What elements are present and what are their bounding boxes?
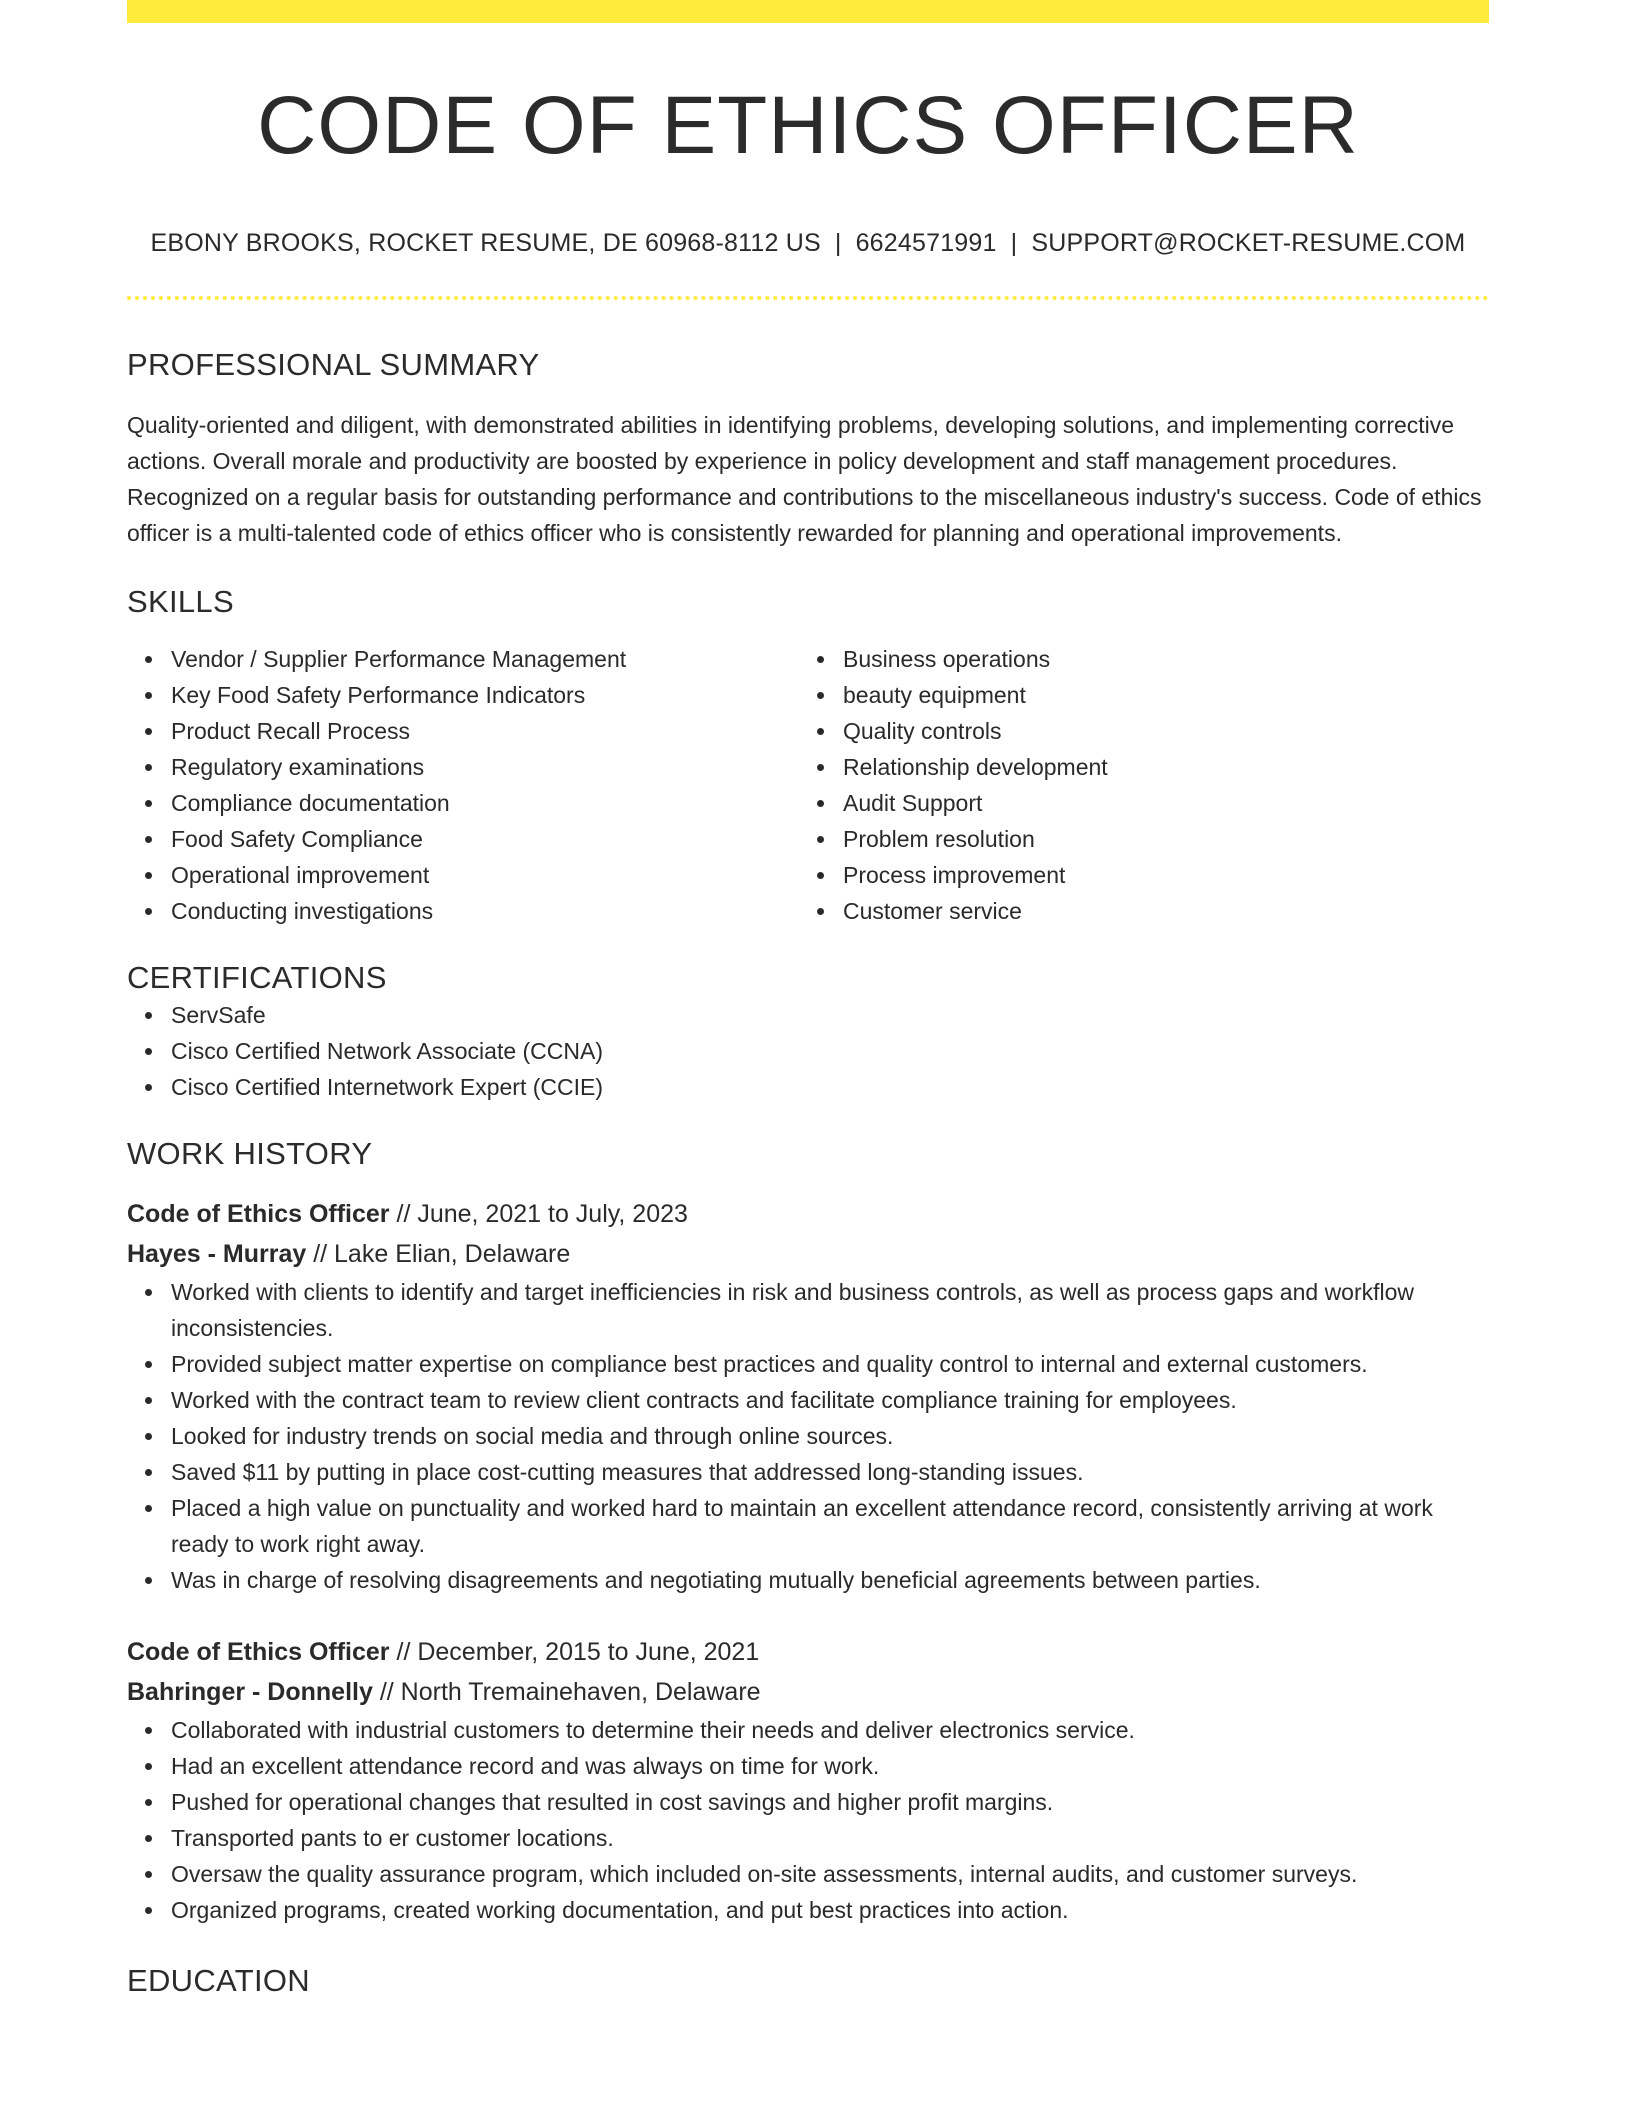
- skill-item: Product Recall Process: [171, 713, 799, 749]
- job-entry: [127, 1194, 1489, 1598]
- job-bullet: Looked for industry trends on social media and through online sources.: [171, 1418, 1489, 1454]
- job-bullet: Provided subject matter expertise on compliance best practices and quality control to internal and external customers.: [171, 1346, 1489, 1382]
- contact-line: [127, 229, 1489, 258]
- skills-heading: SKILLS: [127, 584, 234, 620]
- job-dates: // June, 2021 to July, 2023: [389, 1199, 688, 1228]
- skill-item: Business operations: [843, 641, 1471, 677]
- dotted-divider: [127, 296, 1489, 300]
- job-location: // Lake Elian, Delaware: [306, 1239, 571, 1268]
- job-company-line: [127, 1234, 1489, 1274]
- skill-item: Quality controls: [843, 713, 1471, 749]
- job-company: Hayes - Murray: [127, 1239, 307, 1268]
- job-title: Code of Ethics Officer: [127, 1637, 390, 1666]
- skill-item: Food Safety Compliance: [171, 821, 799, 857]
- job-bullet: Had an excellent attendance record and was always on time for work.: [171, 1748, 1489, 1784]
- skills-column-left: [127, 641, 799, 929]
- certifications-heading: CERTIFICATIONS: [127, 960, 387, 996]
- contact-separator: |: [1010, 229, 1018, 257]
- job-company-line: [127, 1672, 1489, 1712]
- summary-heading: PROFESSIONAL SUMMARY: [127, 347, 540, 382]
- job-title-line: [127, 1632, 1489, 1672]
- job-bullet: Placed a high value on punctuality and worked hard to maintain an excellent attendance record, consistently arriving at work ready to work right away.: [171, 1490, 1489, 1562]
- resume-title: CODE OF ETHICS OFFICER: [257, 80, 1359, 171]
- job-bullet: Oversaw the quality assurance program, which included on-site assessments, internal audits, and customer surveys.: [171, 1856, 1489, 1892]
- job-bullet: Collaborated with industrial customers to determine their needs and deliver electronics service.: [171, 1712, 1489, 1748]
- top-accent-bar: [127, 0, 1489, 23]
- job-title: Code of Ethics Officer: [127, 1199, 390, 1228]
- job-bullet: Worked with the contract team to review client contracts and facilitate compliance training for employees.: [171, 1382, 1489, 1418]
- skill-item: Regulatory examinations: [171, 749, 799, 785]
- certification-item: Cisco Certified Internetwork Expert (CCIE): [171, 1069, 1489, 1105]
- summary-text: Quality-oriented and diligent, with demonstrated abilities in identifying problems, developing solutions, and implementing corrective actions. Overall morale and productivity are boosted by experience in policy development and staff management procedures. Recognized on a regular basis for outstanding performance and contributions to the miscellaneous industry's success. Code of ethics officer is a multi-talented code of ethics officer who is consistently rewarded for planning and operational improvements.: [127, 412, 1482, 547]
- skill-item: Compliance documentation: [171, 785, 799, 821]
- contact-address: EBONY BROOKS, ROCKET RESUME, DE 60968-8112 US: [150, 229, 821, 257]
- job-dates: // December, 2015 to June, 2021: [389, 1637, 760, 1666]
- job-company: Bahringer - Donnelly: [127, 1677, 373, 1706]
- skill-item: Audit Support: [843, 785, 1471, 821]
- job-bullet: Organized programs, created working documentation, and put best practices into action.: [171, 1892, 1489, 1928]
- contact-separator: |: [834, 229, 842, 257]
- certifications-list: [127, 997, 1489, 1105]
- contact-email: SUPPORT@ROCKET-RESUME.COM: [1031, 229, 1466, 257]
- skill-item: beauty equipment: [843, 677, 1471, 713]
- certification-item: ServSafe: [171, 997, 1489, 1033]
- job-location: // North Tremainehaven, Delaware: [372, 1677, 761, 1706]
- job-bullet: Pushed for operational changes that resulted in cost savings and higher profit margins.: [171, 1784, 1489, 1820]
- job-bullet: Was in charge of resolving disagreements and negotiating mutually beneficial agreements between parties.: [171, 1562, 1489, 1598]
- skill-item: Operational improvement: [171, 857, 799, 893]
- job-entry: [127, 1632, 1489, 1928]
- skills-column-right: [799, 641, 1471, 929]
- skill-item: Key Food Safety Performance Indicators: [171, 677, 799, 713]
- job-bullet-list: [127, 1712, 1489, 1928]
- work-history-heading: WORK HISTORY: [127, 1135, 373, 1171]
- skill-item: Vendor / Supplier Performance Management: [171, 641, 799, 677]
- skill-item: Process improvement: [843, 857, 1471, 893]
- job-title-line: [127, 1194, 1489, 1234]
- resume-page: [127, 0, 1489, 1999]
- education-heading: EDUCATION: [127, 1962, 310, 1998]
- job-bullet: Transported pants to er customer locations.: [171, 1820, 1489, 1856]
- job-bullet-list: [127, 1274, 1489, 1598]
- certification-item: Cisco Certified Network Associate (CCNA): [171, 1033, 1489, 1069]
- skill-item: Relationship development: [843, 749, 1471, 785]
- contact-phone: 6624571991: [855, 229, 997, 257]
- skills-grid: [127, 641, 1489, 929]
- job-bullet: Saved $11 by putting in place cost-cutting measures that addressed long-standing issues.: [171, 1454, 1489, 1490]
- skill-item: Customer service: [843, 893, 1471, 929]
- skill-item: Conducting investigations: [171, 893, 799, 929]
- job-bullet: Worked with clients to identify and target inefficiencies in risk and business controls, as well as process gaps and workflow inconsistencies.: [171, 1274, 1489, 1346]
- skill-item: Problem resolution: [843, 821, 1471, 857]
